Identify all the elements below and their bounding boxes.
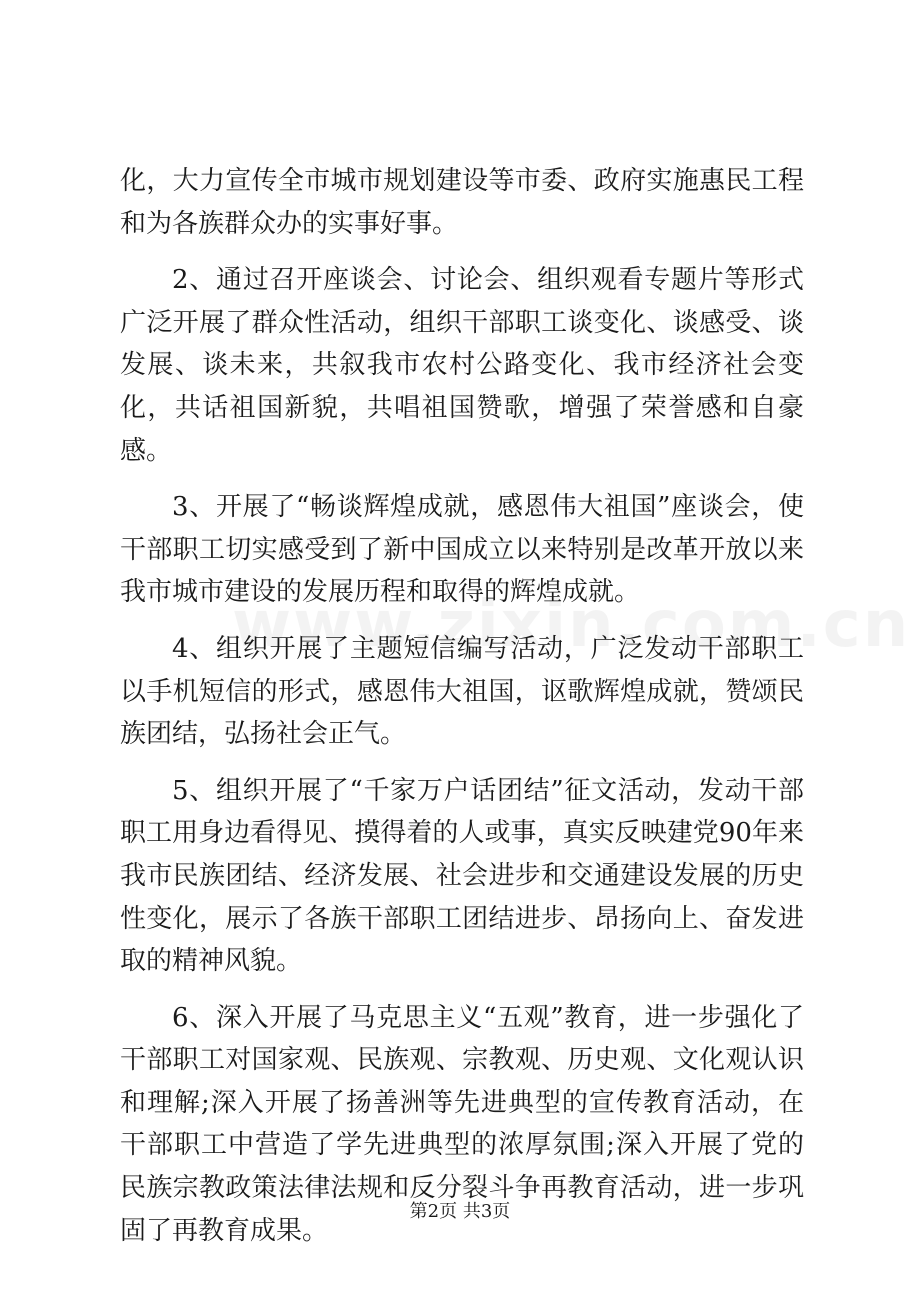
- page-number-footer: 第2页 共3页: [409, 1201, 511, 1222]
- paragraph-item-3: 3、开展了“畅谈辉煌成就，感恩伟大祖国”座谈会，使干部职工切实感受到了新中国成立以来特别是改革开放以来我市城市建设的发展历程和取得的辉煌成就。: [120, 492, 804, 608]
- paragraph-item-5: 5、组织开展了“千家万户话团结”征文活动，发动干部职工用身边看得见、摸得着的人或事，真实反映建党90年来我市民族团结、经济发展、社会进步和交通建设发展的历史性变化，展示了各族干部职工团结进步、昂扬向上、奋发进取的精神风貌。: [120, 775, 804, 977]
- document-body: [120, 160, 804, 1266]
- paragraph-continuation: 化，大力宣传全市城市规划建设等市委、政府实施惠民工程和为各族群众办的实事好事。: [120, 166, 804, 239]
- paragraph-item-2: 2、通过召开座谈会、讨论会、组织观看专题片等形式广泛开展了群众性活动，组织干部职工谈变化、谈感受、谈发展、谈未来，共叙我市农村公路变化、我市经济社会变化，共话祖国新貌，共唱祖国赞歌，增强了荣誉感和自豪感。: [120, 265, 804, 466]
- paragraph-item-4: 4、组织开展了主题短信编写活动，广泛发动干部职工以手机短信的形式，感恩伟大祖国，讴歌辉煌成就，赞颂民族团结，弘扬社会正气。: [120, 633, 804, 750]
- paragraph-item-6: 6、深入开展了马克思主义“五观”教育，进一步强化了干部职工对国家观、民族观、宗教观、历史观、文化观认识和理解;深入开展了扬善洲等先进典型的宣传教育活动，在干部职工中营造了学先进典型的浓厚氛围;深入开展了党的民族宗教政策法律法规和反分裂斗争再教育活动，进一步巩固了再教育成果。: [120, 1002, 804, 1246]
